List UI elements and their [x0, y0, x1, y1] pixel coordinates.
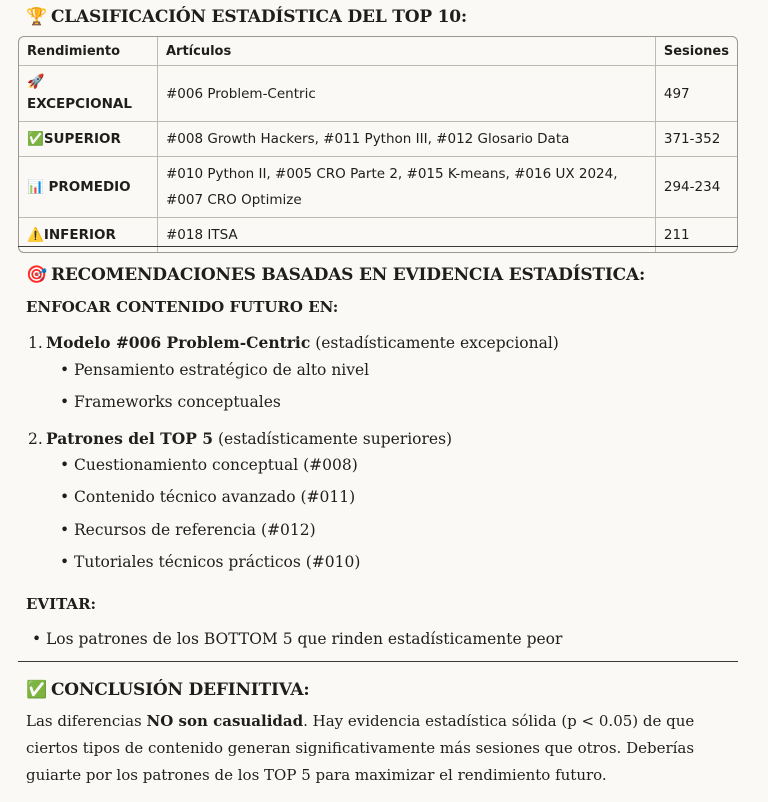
avoid-label: EVITAR: — [26, 595, 97, 613]
sessions-cell: 497 — [656, 66, 737, 122]
ranking-table — [18, 36, 738, 253]
table-header-row — [19, 37, 737, 66]
divider — [18, 246, 738, 247]
check-mark-icon: ✅ — [27, 131, 44, 147]
check-mark-icon: ✅ — [26, 680, 47, 700]
tier-cell: ⚠️INFERIOR — [19, 218, 158, 252]
table-row — [19, 157, 737, 218]
divider — [18, 661, 738, 662]
bar-chart-icon: 📊 — [27, 179, 44, 195]
ranking-heading: 🏆 CLASIFICACIÓN ESTADÍSTICA DEL TOP 10: — [26, 7, 467, 27]
trophy-icon: 🏆 — [26, 7, 47, 27]
sessions-cell: 294-234 — [656, 157, 737, 218]
column-header-sessions: Sesiones — [656, 37, 737, 66]
tier-cell: 📊 PROMEDIO — [19, 157, 158, 218]
tier-cell: 🚀 EXCEPCIONAL — [19, 66, 158, 122]
sessions-cell: 211 — [663, 227, 690, 243]
warning-icon: ⚠️ — [27, 227, 44, 243]
sessions-cell: 371-352 — [656, 122, 737, 157]
tier-cell: ✅SUPERIOR — [19, 122, 158, 157]
rocket-icon: 🚀 — [27, 73, 45, 90]
focus-label: ENFOCAR CONTENIDO FUTURO EN: — [26, 298, 339, 316]
articles-cell: #010 Python II, #005 CRO Parte 2, #015 K-means, #016 UX 2024, #007 CRO Optimize — [158, 157, 656, 218]
recommendations-heading: 🎯 RECOMENDACIONES BASADAS EN EVIDENCIA ESTADÍSTICA: — [26, 265, 646, 285]
conclusion-paragraph: Las diferencias NO son casualidad. Hay evidencia estadística sólida (p < 0.05) de que ciertos tipos de contenido generan significativamente más sesiones que otros. Deberías guiarte por los patrones de los TOP 5 para maximizar el rendimiento futuro. — [26, 712, 695, 784]
column-header-performance: Rendimiento — [19, 37, 158, 66]
table-row — [19, 66, 737, 122]
conclusion-heading: ✅ CONCLUSIÓN DEFINITIVA: — [26, 680, 310, 700]
articles-cell: #006 Problem-Centric — [158, 66, 656, 122]
target-icon: 🎯 — [26, 265, 47, 285]
table-row — [19, 122, 737, 157]
column-header-articles: Artículos — [158, 37, 656, 66]
articles-cell: #018 ITSA — [158, 218, 656, 252]
articles-cell: #008 Growth Hackers, #011 Python III, #012 Glosario Data — [158, 122, 656, 157]
